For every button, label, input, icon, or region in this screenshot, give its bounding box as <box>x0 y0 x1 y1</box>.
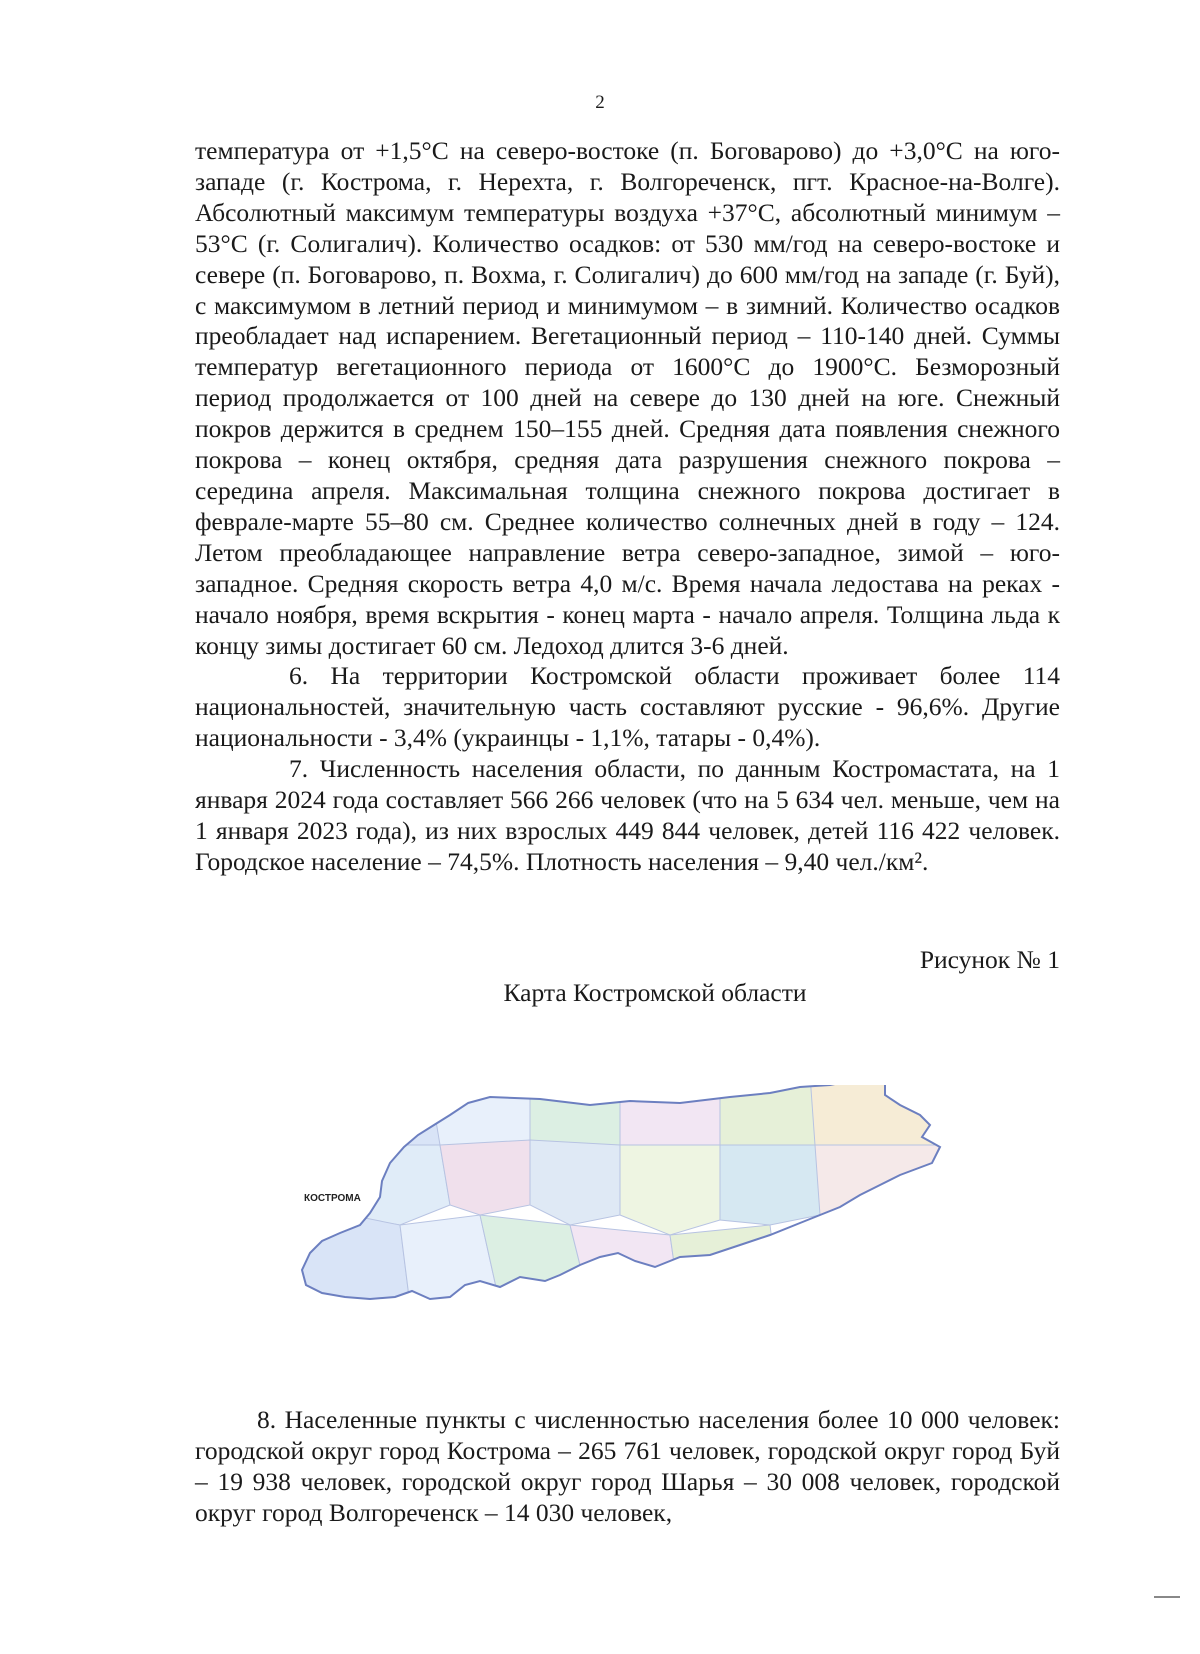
district-area <box>570 1225 680 1305</box>
page-number: 2 <box>595 92 605 113</box>
body-text-bottom <box>195 1405 1060 1529</box>
map-label-kostroma: КОСТРОМА <box>304 1193 361 1204</box>
figure-title: Карта Костромской области <box>503 978 807 1007</box>
district-area <box>720 1145 820 1225</box>
paragraph-item-7: 7. Численность населения области, по данным Костромастата, на 1 января 2024 года составляет 566 266 человек (что на 5 634 чел. меньше, чем на 1 января 2023 года), из них взрослых 449 844 человек, детей 116 422 человек. Городское население – 74,5%. Плотность населения – 9,40 чел./км². <box>195 754 1060 876</box>
district-area <box>530 1140 620 1225</box>
paragraph-climate: температура от +1,5°C на северо-востоке (п. Боговарово) до +3,0°C на юго-западе (г. Кострома, г. Нерехта, г. Волгореченск, пгт. Красное-на-Волге). Абсолютный максимум температуры воздуха +37°C, абсолютный минимум –53°C (г. Солигалич). Количество осадков: от 530 мм/год на северо-востоке и севере (п. Боговарово, п. Вохма, г. Солигалич) до 600 мм/год на западе (г. Буй), с максимумом в летний период и минимумом – в зимний. Количество осадков преобладает над испарением. Вегетационный период – 110-140 дней. Суммы температур вегетационного периода от 1600°C до 1900°C. Безморозный период продолжается от 100 дней на севере до 130 дней на юге. Снежный покров держится в среднем 150–155 дней. Средняя дата появления снежного покрова – конец октября, средняя дата разрушения снежного покрова – середина апреля. Максимальная толщина снежного покрова достигает в феврале-марте 55–80 см. Среднее количество солнечных дней в году – 124. Летом преобладающее направление ветра северо-западное, зимой – юго-западное. Средняя скорость ветра 4,0 м/с. Время начала ледостава на реках - начало ноября, время вскрытия - конец марта - начало апреля. Толщина льда к концу зимы достигает 60 см. Ледоход длится 3-6 дней. <box>195 136 1060 660</box>
paragraph-item-8: 8. Населенные пункты с численностью населения более 10 000 человек: городской округ город Кострома – 265 761 человек, городской округ город Буй – 19 938 человек, городской округ город Шарья – 30 008 человек, городской округ город Волгореченск – 14 030 человек, <box>195 1405 1060 1527</box>
district-areas <box>300 1085 950 1305</box>
body-text-top <box>195 136 1060 878</box>
page-edge-mark <box>1154 1596 1180 1598</box>
district-area <box>440 1140 530 1215</box>
paragraph-item-6: 6. На территории Костромской области проживает более 114 национальностей, значительную часть составляют русские - 96,6%. Другие национальности - 3,4% (украинцы - 1,1%, татары - 0,4%). <box>195 661 1060 753</box>
district-area <box>620 1145 720 1235</box>
region-map-image <box>300 1085 950 1320</box>
region-map <box>300 1085 950 1320</box>
figure-caption: Рисунок № 1 <box>919 945 1060 974</box>
district-area <box>815 1145 950 1215</box>
